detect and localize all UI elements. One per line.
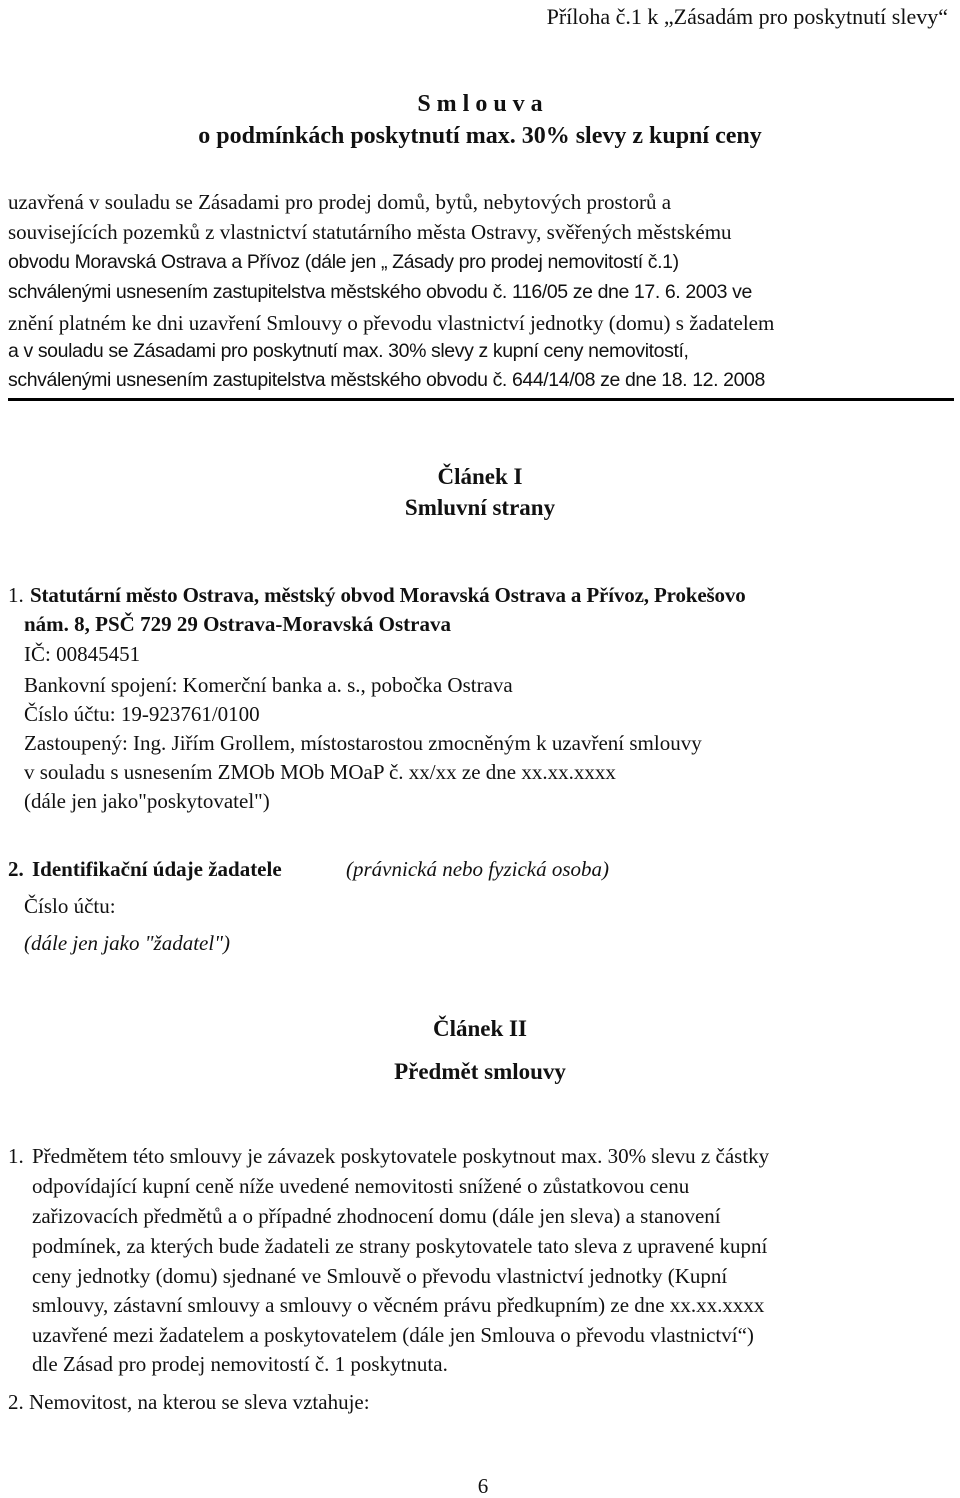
intro-line-6: a v souladu se Zásadami pro poskytnutí max. 30% slevy z kupní ceny nemovitostí, (8, 340, 689, 362)
article-1-heading: Článek I (437, 464, 523, 489)
annex-reference: Příloha č.1 k „Zásadám pro poskytnutí slevy“ (546, 4, 948, 29)
item-1-number: 1. (8, 1144, 24, 1168)
document-title: S m l o u v a (417, 91, 543, 117)
intro-line-5: znění platném ke dni uzavření Smlouvy o převodu vlastnictví jednotky (domu) s žadatelem (8, 311, 775, 335)
intro-line-3: obvodu Moravská Ostrava a Přívoz (dále jen „ Zásady pro prodej nemovitostí č.1) (8, 251, 679, 273)
party-1-number: 1. (8, 583, 24, 607)
party-2-note: (právnická nebo fyzická osoba) (346, 857, 610, 881)
article-2-heading: Článek II (433, 1016, 527, 1041)
item-1-line-5: ceny jednotky (domu) sjednané ve Smlouvě o převodu vlastnictví jednotky (Kupní (32, 1264, 728, 1288)
item-1-line-4: podmínek, za kterých bude žadateli ze strany poskytovatele tato sleva z upravené kupní (32, 1234, 768, 1258)
item-1-line-2: odpovídající kupní ceně níže uvedené nemovitosti snížené o zůstatkovou cenu (32, 1174, 690, 1198)
page-number: 6 (477, 1474, 489, 1498)
item-1-line-6: smlouvy, zástavní smlouvy a smlouvy o věcném právu předkupním) ze dne xx.xx.xxxx (32, 1293, 765, 1317)
party-1-resolution: v souladu s usnesením ZMOb MOb MOaP č. xx/xx ze dne xx.xx.xxxx (24, 760, 616, 784)
party-2-alias: (dále jen jako "žadatel") (24, 931, 231, 955)
item-1-line-3: zařizovacích předmětů a o případné zhodnocení domu (dále jen sleva) a stanovení (32, 1204, 721, 1228)
party-2-account: Číslo účtu: (24, 894, 116, 918)
intro-line-2: souvisejících pozemků z vlastnictví statutárního města Ostravy, svěřených městskému (8, 220, 732, 244)
party-1-name-line-2: nám. 8, PSČ 729 29 Ostrava-Moravská Ostrava (24, 612, 451, 636)
party-1-alias: (dále jen jako"poskytovatel") (24, 789, 270, 813)
intro-line-7: schválenými usnesením zastupitelstva městského obvodu č. 644/14/08 ze dne 18. 12. 2008 (8, 369, 765, 391)
party-1-represented: Zastoupený: Ing. Jiřím Grollem, místostarostou zmocněným k uzavření smlouvy (24, 731, 702, 755)
document-subtitle: o podmínkách poskytnutí max. 30% slevy z kupní ceny (198, 123, 762, 149)
party-2-number: 2. (8, 857, 24, 881)
horizontal-rule (8, 398, 954, 401)
item-1-line-7: uzavřené mezi žadatelem a poskytovatelem (dále jen Smlouva o převodu vlastnictví“) (32, 1323, 754, 1347)
item-1-line-1: Předmětem této smlouvy je závazek poskytovatele poskytnout max. 30% slevu z částky (32, 1144, 770, 1168)
item-2: 2. Nemovitost, na kterou se sleva vztahuje: (8, 1390, 370, 1414)
party-2-title: Identifikační údaje žadatele (32, 857, 282, 881)
party-1-ic: IČ: 00845451 (24, 642, 141, 666)
party-1-name-line-1: Statutární město Ostrava, městský obvod Moravská Ostrava a Přívoz, Prokešovo (30, 583, 746, 607)
party-1-account: Číslo účtu: 19-923761/0100 (24, 702, 260, 726)
intro-line-1: uzavřená v souladu se Zásadami pro prodej domů, bytů, nebytových prostorů a (8, 190, 672, 214)
item-1-line-8: dle Zásad pro prodej nemovitostí č. 1 poskytnuta. (32, 1352, 448, 1376)
party-1-bank: Bankovní spojení: Komerční banka a. s., pobočka Ostrava (24, 673, 513, 697)
article-2-subheading: Předmět smlouvy (394, 1059, 566, 1084)
article-1-subheading: Smluvní strany (404, 495, 556, 520)
intro-line-4: schválenými usnesením zastupitelstva městského obvodu č. 116/05 ze dne 17. 6. 2003 ve (8, 281, 752, 303)
